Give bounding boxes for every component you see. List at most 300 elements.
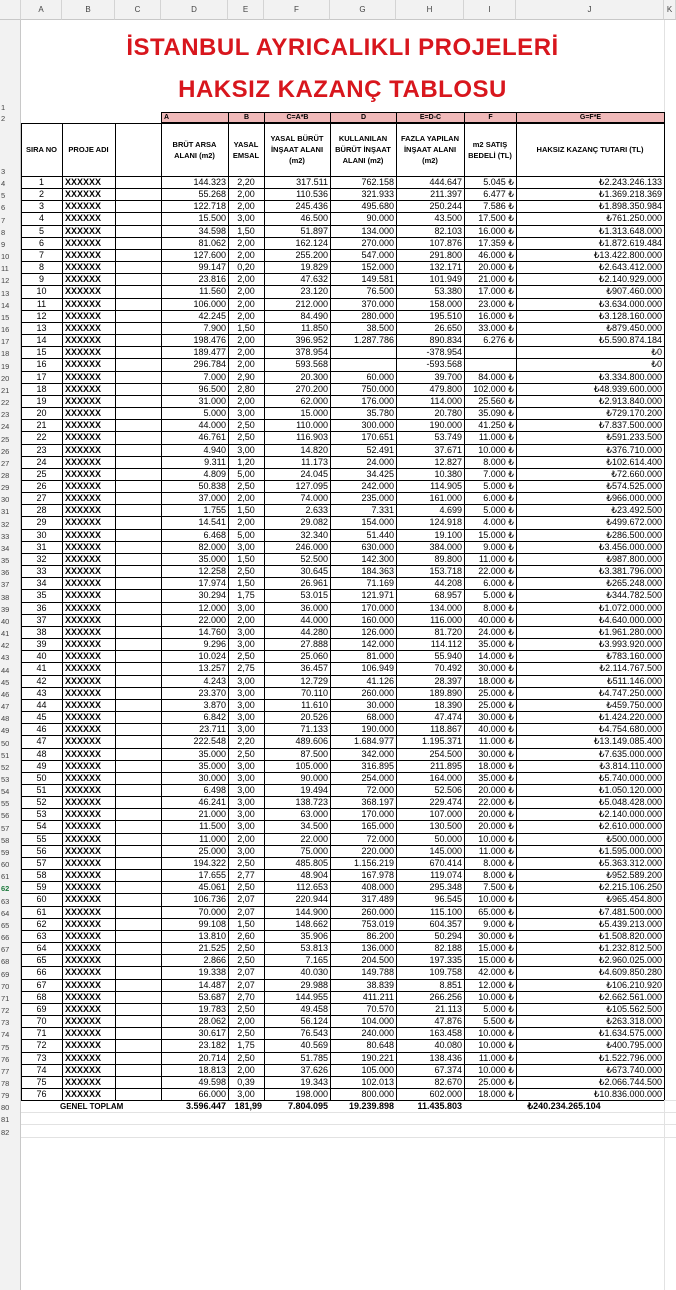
data-cell[interactable]: 2,00: [237, 310, 255, 321]
data-cell[interactable]: 40: [36, 651, 47, 662]
data-cell[interactable]: 8.000 ₺: [483, 870, 514, 881]
data-cell[interactable]: 13.257: [198, 663, 226, 674]
data-cell[interactable]: XXXXXX: [65, 286, 102, 297]
data-cell[interactable]: XXXXXX: [65, 894, 102, 905]
row-header-32[interactable]: 32: [0, 516, 21, 528]
data-cell[interactable]: 66: [36, 967, 47, 978]
data-cell[interactable]: 23.000 ₺: [478, 298, 514, 309]
data-cell[interactable]: 67: [36, 979, 47, 990]
data-cell[interactable]: XXXXXX: [65, 213, 102, 224]
data-cell[interactable]: 12.258: [198, 566, 226, 577]
data-cell[interactable]: 10.000 ₺: [478, 444, 514, 455]
row-header-58[interactable]: 58: [0, 833, 21, 845]
data-cell[interactable]: ₺574.525.000: [606, 481, 662, 491]
data-cell[interactable]: ₺0: [651, 359, 662, 370]
data-cell[interactable]: 10.380: [434, 468, 462, 479]
row-header-47[interactable]: 47: [0, 699, 21, 711]
data-cell[interactable]: 72.000: [366, 833, 394, 844]
data-cell[interactable]: 266.256: [429, 991, 462, 1002]
data-cell[interactable]: 47.474: [434, 712, 462, 723]
data-cell[interactable]: ₺965.454.800: [606, 894, 662, 905]
data-cell[interactable]: 1: [38, 177, 44, 187]
data-cell[interactable]: 3,00: [237, 626, 255, 637]
data-cell[interactable]: 7.331: [371, 505, 394, 516]
data-cell[interactable]: 10.000 ₺: [478, 991, 514, 1002]
data-cell[interactable]: 6.276 ₺: [483, 335, 514, 346]
data-cell[interactable]: 444.647: [429, 177, 462, 187]
data-cell[interactable]: 24.000: [366, 456, 394, 467]
data-cell[interactable]: 65.000 ₺: [478, 906, 514, 917]
data-cell[interactable]: 2,70: [237, 991, 255, 1002]
row-header-6[interactable]: 6: [0, 200, 21, 212]
data-cell[interactable]: 212.000: [295, 298, 328, 309]
data-cell[interactable]: 109.758: [429, 967, 462, 978]
data-cell[interactable]: 19.343: [300, 1076, 328, 1087]
data-cell[interactable]: 14.487: [198, 979, 226, 990]
data-cell[interactable]: 107.000: [429, 809, 462, 820]
data-cell[interactable]: 7.900: [203, 322, 226, 333]
data-cell[interactable]: 38: [36, 626, 47, 637]
data-cell[interactable]: 317.511: [296, 177, 328, 187]
data-cell[interactable]: 96.500: [198, 383, 226, 394]
data-cell[interactable]: 2,77: [237, 870, 255, 881]
row-header-27[interactable]: 27: [0, 456, 21, 468]
data-cell[interactable]: 2,00: [237, 274, 255, 285]
data-cell[interactable]: 1,20: [237, 456, 255, 467]
data-cell[interactable]: 6: [38, 237, 44, 248]
data-cell[interactable]: 22.000: [300, 833, 328, 844]
data-cell[interactable]: 1.156.219: [353, 857, 394, 868]
data-cell[interactable]: 126.000: [361, 626, 394, 637]
row-header-75[interactable]: 75: [0, 1039, 21, 1051]
data-cell[interactable]: XXXXXX: [65, 1016, 102, 1027]
data-cell[interactable]: 10.000 ₺: [478, 1064, 514, 1075]
data-cell[interactable]: ₺673.740.000: [606, 1064, 662, 1075]
row-header-49[interactable]: 49: [0, 723, 21, 735]
data-cell[interactable]: ₺1.424.220.000: [598, 712, 662, 723]
data-cell[interactable]: ₺3.381.796.000: [598, 566, 662, 577]
data-cell[interactable]: 71.133: [300, 724, 328, 735]
row-header-54[interactable]: 54: [0, 784, 21, 796]
data-cell[interactable]: 89.800: [434, 553, 462, 564]
data-cell[interactable]: 2,00: [237, 517, 255, 528]
data-cell[interactable]: 547.000: [361, 249, 394, 260]
data-cell[interactable]: ₺1.634.575.000: [598, 1028, 662, 1039]
data-cell[interactable]: 197.335: [429, 955, 462, 966]
data-cell[interactable]: 2,50: [237, 566, 255, 577]
data-cell[interactable]: 71.169: [366, 578, 394, 589]
data-cell[interactable]: 15: [36, 347, 47, 358]
data-cell[interactable]: ₺2.662.561.000: [598, 991, 662, 1002]
data-cell[interactable]: 144.900: [295, 906, 328, 917]
data-cell[interactable]: 21: [36, 420, 47, 431]
data-cell[interactable]: XXXXXX: [65, 785, 102, 795]
data-cell[interactable]: 3,00: [237, 213, 255, 224]
row-header-61[interactable]: 61: [0, 869, 21, 881]
data-cell[interactable]: 3,00: [237, 724, 255, 735]
data-cell[interactable]: 2,50: [237, 857, 255, 868]
data-cell[interactable]: 5.000 ₺: [483, 590, 514, 601]
data-cell[interactable]: 63: [36, 930, 47, 941]
column-header-c[interactable]: C: [115, 0, 161, 20]
data-cell[interactable]: XXXXXX: [65, 177, 102, 187]
data-cell[interactable]: 8.000 ₺: [483, 456, 514, 467]
data-cell[interactable]: XXXXXX: [65, 298, 102, 309]
data-cell[interactable]: XXXXXX: [65, 347, 102, 358]
data-cell[interactable]: 142.300: [361, 553, 394, 564]
data-cell[interactable]: 18.813: [198, 1064, 226, 1075]
data-cell[interactable]: 20.300: [300, 371, 328, 382]
data-cell[interactable]: ₺5.363.312.000: [598, 857, 662, 868]
data-cell[interactable]: 1.755: [203, 505, 226, 516]
data-cell[interactable]: 25.060: [300, 651, 328, 662]
data-cell[interactable]: 2,00: [237, 237, 255, 248]
data-cell[interactable]: XXXXXX: [65, 578, 102, 589]
data-cell[interactable]: 145.000: [429, 845, 462, 856]
data-cell[interactable]: XXXXXX: [65, 383, 102, 394]
data-cell[interactable]: 17.500 ₺: [478, 213, 514, 224]
row-header-78[interactable]: 78: [0, 1076, 21, 1088]
data-cell[interactable]: 34: [36, 578, 47, 589]
data-cell[interactable]: 46.500: [300, 213, 328, 224]
data-cell[interactable]: XXXXXX: [65, 809, 102, 820]
data-cell[interactable]: 2,00: [237, 1016, 255, 1027]
row-header-1[interactable]: 1: [0, 20, 21, 112]
data-cell[interactable]: 17: [36, 371, 47, 382]
data-cell[interactable]: 47: [36, 736, 47, 747]
data-cell[interactable]: 296.784: [193, 359, 226, 370]
data-cell[interactable]: 162.124: [295, 237, 328, 248]
data-cell[interactable]: XXXXXX: [65, 408, 102, 419]
data-cell[interactable]: 184.363: [361, 566, 394, 577]
data-cell[interactable]: 20.780: [434, 408, 462, 419]
column-header-k[interactable]: K: [664, 0, 676, 20]
data-cell[interactable]: 10.000 ₺: [478, 894, 514, 905]
data-cell[interactable]: 144.955: [295, 991, 328, 1002]
data-cell[interactable]: 10.000 ₺: [478, 1028, 514, 1039]
data-cell[interactable]: 46.761: [198, 432, 226, 443]
data-cell[interactable]: ₺2.140.929.000: [598, 274, 662, 285]
row-header-81[interactable]: 81: [0, 1112, 21, 1124]
data-cell[interactable]: 2,50: [237, 1052, 255, 1063]
data-cell[interactable]: XXXXXX: [65, 468, 102, 479]
data-cell[interactable]: 7.165: [305, 955, 328, 966]
data-cell[interactable]: 2,00: [237, 395, 255, 406]
row-header-33[interactable]: 33: [0, 529, 21, 541]
data-cell[interactable]: 136.000: [361, 943, 394, 954]
row-header-80[interactable]: 80: [0, 1100, 21, 1112]
data-cell[interactable]: 11.000 ₺: [478, 553, 514, 564]
data-cell[interactable]: 295.348: [429, 882, 462, 893]
row-header-22[interactable]: 22: [0, 395, 21, 407]
data-cell[interactable]: 9.296: [203, 639, 226, 650]
data-cell[interactable]: XXXXXX: [65, 675, 102, 686]
data-cell[interactable]: 47.632: [300, 274, 328, 285]
data-cell[interactable]: 2,00: [237, 1064, 255, 1075]
data-cell[interactable]: ₺879.450.000: [606, 322, 662, 333]
data-cell[interactable]: 5.500 ₺: [483, 1016, 514, 1027]
data-cell[interactable]: 152.000: [361, 262, 394, 273]
data-cell[interactable]: XXXXXX: [65, 639, 102, 650]
data-cell[interactable]: ₺3.456.000.000: [598, 541, 662, 552]
data-cell[interactable]: ₺511.146.000: [606, 675, 662, 686]
data-cell[interactable]: 750.000: [361, 383, 394, 394]
data-cell[interactable]: 49.458: [300, 1003, 328, 1014]
data-cell[interactable]: 52: [36, 797, 47, 808]
data-cell[interactable]: 30.294: [198, 590, 226, 601]
data-cell[interactable]: 37.626: [300, 1064, 328, 1075]
data-cell[interactable]: 7.000: [203, 371, 226, 382]
data-cell[interactable]: ₺0: [651, 347, 662, 358]
data-cell[interactable]: 170.000: [361, 602, 394, 613]
data-cell[interactable]: ₺1.898.350.984: [598, 201, 662, 212]
data-cell[interactable]: 51.785: [300, 1052, 328, 1063]
data-cell[interactable]: 60.000: [366, 371, 394, 382]
data-cell[interactable]: 29.082: [300, 517, 328, 528]
data-cell[interactable]: 33: [36, 566, 47, 577]
data-cell[interactable]: XXXXXX: [65, 870, 102, 881]
data-cell[interactable]: 41.250 ₺: [478, 420, 514, 431]
data-cell[interactable]: 3,00: [237, 760, 255, 771]
data-cell[interactable]: 154.000: [361, 517, 394, 528]
data-cell[interactable]: 46.000 ₺: [478, 249, 514, 260]
data-cell[interactable]: 3,00: [237, 821, 255, 832]
data-cell[interactable]: 8.851: [439, 979, 462, 990]
data-cell[interactable]: ₺1.961.280.000: [598, 626, 662, 637]
data-cell[interactable]: 3,00: [237, 809, 255, 820]
data-cell[interactable]: 2,20: [237, 736, 255, 747]
row-header-24[interactable]: 24: [0, 419, 21, 431]
data-cell[interactable]: 52.491: [366, 444, 394, 455]
row-header-36[interactable]: 36: [0, 565, 21, 577]
data-cell[interactable]: 670.414: [429, 857, 462, 868]
data-cell[interactable]: 23.370: [198, 687, 226, 698]
row-header-21[interactable]: 21: [0, 383, 21, 395]
data-cell[interactable]: 38.500: [366, 322, 394, 333]
data-cell[interactable]: 16.000 ₺: [478, 310, 514, 321]
row-header-44[interactable]: 44: [0, 662, 21, 674]
data-cell[interactable]: 11.560: [199, 286, 226, 297]
data-cell[interactable]: 84.000 ₺: [478, 371, 514, 382]
data-cell[interactable]: 342.000: [361, 748, 394, 759]
data-cell[interactable]: XXXXXX: [65, 541, 102, 552]
data-cell[interactable]: XXXXXX: [65, 481, 102, 491]
data-cell[interactable]: XXXXXX: [65, 821, 102, 832]
row-header-17[interactable]: 17: [0, 334, 21, 346]
row-header-55[interactable]: 55: [0, 796, 21, 808]
data-cell[interactable]: 4.699: [439, 505, 462, 516]
data-cell[interactable]: 144.323: [193, 177, 226, 187]
data-cell[interactable]: 4.809: [203, 468, 226, 479]
data-cell[interactable]: XXXXXX: [65, 1052, 102, 1063]
data-cell[interactable]: 291.800: [429, 249, 462, 260]
data-cell[interactable]: 18.000 ₺: [478, 675, 514, 686]
data-cell[interactable]: 70: [36, 1016, 47, 1027]
data-cell[interactable]: 37.671: [434, 444, 462, 455]
data-cell[interactable]: 1,50: [237, 225, 255, 236]
data-cell[interactable]: 5.000 ₺: [483, 481, 514, 491]
data-cell[interactable]: 31.000: [198, 395, 226, 406]
data-cell[interactable]: 12.729: [300, 675, 328, 686]
data-cell[interactable]: 40.080: [434, 1040, 462, 1051]
column-header-e[interactable]: E: [228, 0, 264, 20]
row-header-48[interactable]: 48: [0, 711, 21, 723]
data-cell[interactable]: 2: [38, 189, 44, 200]
data-cell[interactable]: 5.000: [203, 408, 226, 419]
data-cell[interactable]: 2,50: [237, 955, 255, 966]
data-cell[interactable]: 15.000 ₺: [478, 955, 514, 966]
data-cell[interactable]: 9: [38, 274, 44, 285]
data-cell[interactable]: 12.000: [198, 602, 226, 613]
data-cell[interactable]: 18.000 ₺: [478, 760, 514, 771]
data-cell[interactable]: ₺1.522.796.000: [598, 1052, 662, 1063]
row-header-70[interactable]: 70: [0, 979, 21, 991]
data-cell[interactable]: 53: [36, 809, 47, 820]
data-cell[interactable]: 13: [36, 322, 47, 333]
data-cell[interactable]: 110.000: [296, 420, 328, 431]
data-cell[interactable]: 2,00: [237, 286, 255, 297]
data-cell[interactable]: 40.030: [300, 967, 328, 978]
data-cell[interactable]: 121.971: [361, 590, 394, 601]
data-cell[interactable]: 102.000 ₺: [473, 383, 514, 394]
row-header-31[interactable]: 31: [0, 504, 21, 516]
data-cell[interactable]: ₺729.170.200: [606, 408, 662, 419]
data-cell[interactable]: ₺5.048.428.000: [598, 797, 662, 808]
data-cell[interactable]: 18.390: [434, 699, 462, 710]
data-cell[interactable]: ₺4.640.000.000: [598, 614, 662, 625]
data-cell[interactable]: ₺459.750.000: [606, 699, 662, 710]
column-header-f[interactable]: F: [264, 0, 330, 20]
data-cell[interactable]: 0,20: [237, 262, 255, 273]
column-header-b[interactable]: B: [62, 0, 115, 20]
data-cell[interactable]: 10: [36, 286, 47, 297]
data-cell[interactable]: 14.760: [198, 626, 226, 637]
data-cell[interactable]: 40.000 ₺: [478, 724, 514, 735]
data-cell[interactable]: 76: [36, 1089, 47, 1099]
data-cell[interactable]: 3,00: [237, 444, 255, 455]
data-cell[interactable]: XXXXXX: [65, 371, 102, 382]
data-cell[interactable]: XXXXXX: [65, 1040, 102, 1051]
row-header-71[interactable]: 71: [0, 991, 21, 1003]
data-cell[interactable]: 4.000 ₺: [483, 517, 514, 528]
data-cell[interactable]: 87.500: [300, 748, 328, 759]
data-cell[interactable]: 58: [36, 870, 47, 881]
data-cell[interactable]: 15.000 ₺: [478, 529, 514, 540]
data-cell[interactable]: 2,00: [237, 614, 255, 625]
data-cell[interactable]: 25.000 ₺: [478, 699, 514, 710]
data-cell[interactable]: 149.788: [361, 967, 394, 978]
row-header-5[interactable]: 5: [0, 188, 21, 200]
data-cell[interactable]: 35.906: [300, 930, 328, 941]
data-cell[interactable]: 30.000: [198, 772, 226, 783]
data-cell[interactable]: 114.905: [430, 481, 462, 491]
data-cell[interactable]: 2,07: [237, 906, 255, 917]
data-cell[interactable]: 29: [36, 517, 47, 528]
data-cell[interactable]: ₺105.562.500: [606, 1003, 662, 1014]
data-cell[interactable]: 211.397: [430, 189, 462, 200]
data-cell[interactable]: 5.045 ₺: [483, 177, 514, 187]
data-cell[interactable]: 4: [38, 213, 44, 224]
data-cell[interactable]: XXXXXX: [65, 359, 102, 370]
data-cell[interactable]: 64: [36, 943, 47, 954]
data-cell[interactable]: 104.000: [361, 1016, 394, 1027]
data-cell[interactable]: 479.800: [429, 383, 462, 394]
data-cell[interactable]: 50.000: [434, 833, 462, 844]
data-cell[interactable]: 19.100: [434, 529, 462, 540]
data-cell[interactable]: 220.944: [295, 894, 328, 905]
data-cell[interactable]: 106.949: [361, 663, 394, 674]
data-cell[interactable]: 18: [36, 383, 47, 394]
data-cell[interactable]: XXXXXX: [65, 553, 102, 564]
data-cell[interactable]: 164.000: [429, 772, 462, 783]
data-cell[interactable]: XXXXXX: [65, 201, 102, 212]
data-cell[interactable]: 14.820: [300, 444, 328, 455]
data-cell[interactable]: 30.000 ₺: [478, 930, 514, 941]
data-cell[interactable]: 25.000 ₺: [478, 687, 514, 698]
data-cell[interactable]: 20.526: [300, 712, 328, 723]
data-cell[interactable]: ₺2.643.412.000: [598, 262, 662, 273]
data-cell[interactable]: 378.954: [295, 347, 328, 358]
data-cell[interactable]: 74: [36, 1064, 47, 1075]
data-cell[interactable]: 72: [36, 1040, 47, 1051]
data-cell[interactable]: 23.816: [198, 274, 226, 285]
row-header-62[interactable]: 62: [0, 881, 21, 893]
data-cell[interactable]: XXXXXX: [65, 237, 102, 248]
data-cell[interactable]: 10.000 ₺: [478, 833, 514, 844]
data-cell[interactable]: 18.000 ₺: [478, 1089, 514, 1099]
data-cell[interactable]: 11.000 ₺: [478, 432, 514, 443]
data-cell[interactable]: 75.000: [300, 845, 328, 856]
data-cell[interactable]: 198.476: [193, 335, 226, 346]
data-cell[interactable]: ₺500.000.000: [606, 833, 662, 844]
data-cell[interactable]: 2,00: [237, 249, 255, 260]
data-cell[interactable]: 25.000 ₺: [478, 1076, 514, 1087]
data-cell[interactable]: ₺966.000.000: [606, 493, 662, 504]
data-cell[interactable]: 7.586 ₺: [483, 201, 514, 212]
data-cell[interactable]: 6.468: [203, 529, 226, 540]
data-cell[interactable]: 1,50: [237, 505, 255, 516]
row-header-20[interactable]: 20: [0, 371, 21, 383]
data-cell[interactable]: XXXXXX: [65, 857, 102, 868]
data-cell[interactable]: 39.700: [434, 371, 462, 382]
data-cell[interactable]: 17.974: [198, 578, 226, 589]
data-cell[interactable]: 1.684.977: [353, 736, 394, 747]
data-cell[interactable]: XXXXXX: [65, 189, 102, 200]
data-cell[interactable]: 12.827: [434, 456, 462, 467]
data-cell[interactable]: 3,00: [237, 1089, 255, 1099]
data-cell[interactable]: 72.000: [366, 785, 394, 795]
data-cell[interactable]: 52.500: [300, 553, 328, 564]
data-cell[interactable]: ₺2.215.106.250: [598, 882, 662, 893]
data-cell[interactable]: 84.490: [300, 310, 328, 321]
data-cell[interactable]: 593.568: [295, 359, 328, 370]
data-cell[interactable]: XXXXXX: [65, 529, 102, 540]
data-cell[interactable]: 630.000: [361, 541, 394, 552]
data-cell[interactable]: ₺7.481.500.000: [598, 906, 662, 917]
data-cell[interactable]: 1,50: [237, 918, 255, 929]
data-cell[interactable]: XXXXXX: [65, 930, 102, 941]
column-header-j[interactable]: J: [516, 0, 664, 20]
data-cell[interactable]: 110.536: [296, 189, 328, 200]
row-header-40[interactable]: 40: [0, 614, 21, 626]
data-cell[interactable]: 4.940: [203, 444, 226, 455]
data-cell[interactable]: 19.783: [198, 1003, 226, 1014]
data-cell[interactable]: 2,60: [237, 930, 255, 941]
data-cell[interactable]: 116.000: [430, 614, 462, 625]
row-header-3[interactable]: 3: [0, 123, 21, 176]
row-header-30[interactable]: 30: [0, 492, 21, 504]
data-cell[interactable]: 2,00: [237, 347, 255, 358]
